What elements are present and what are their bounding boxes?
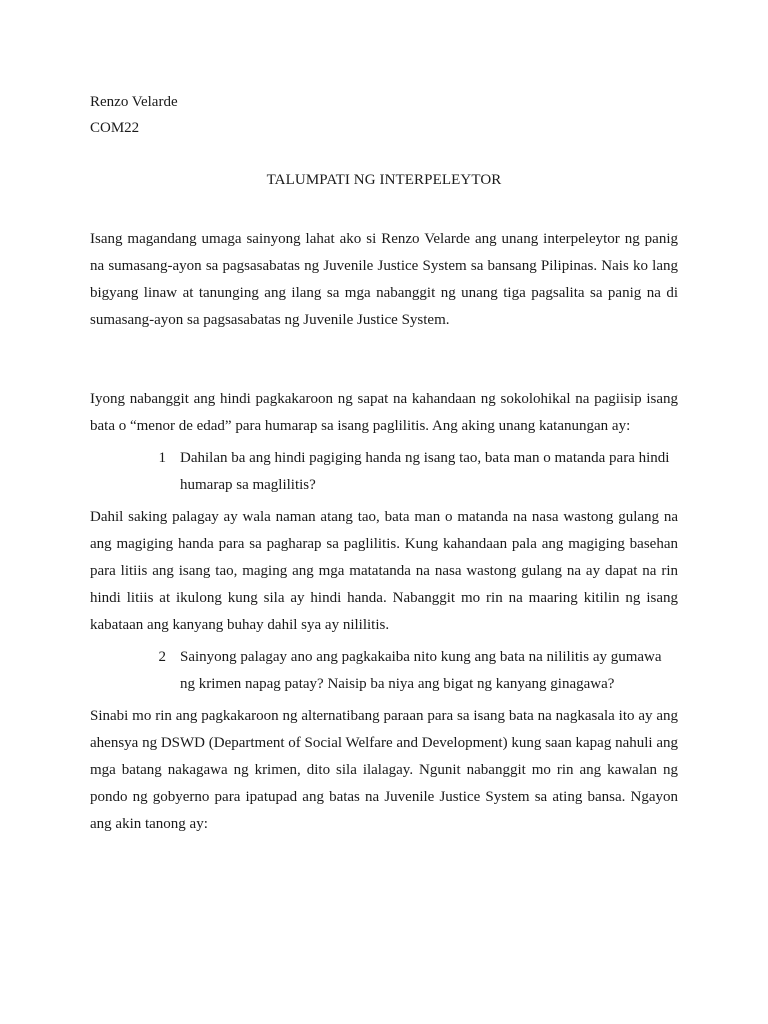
paragraph-first-point: Iyong nabanggit ang hindi pagkakaroon ng sapat na kahandaan ng sokolohikal na pagiisip isang bata o “menor de edad” para humarap sa isang paglilitis. Ang aking unang katanungan ay: — [90, 391, 678, 434]
document-title: TALUMPATI NG INTERPELEYTOR — [266, 172, 502, 188]
question-item — [90, 644, 678, 698]
question-text: Sainyong palagay ano ang pagkakaiba nito kung ang bata na nililitis ay gumawa ng krimen napag patay? Naisip ba niya ang bigat ng kanyang ginagawa? — [180, 649, 662, 692]
course-code: COM22 — [90, 120, 140, 136]
paragraph-dswd: Sinabi mo rin ang pagkakaroon ng alternatibang paraan para sa isang bata na nagkasala ito ay ang ahensya ng DSWD (Department of Social Welfare and Development) kung saan kapag nahuli ang mga batang nakagawa ng krimen, dito sila ilalagay. Ngunit nabanggit mo rin ang kawalan ng pondo ng gobyerno para ipatupad ang batas na Juvenile Justice System sa ating bansa. Ngayon ang akin tanong ay: — [90, 708, 678, 832]
author-name: Renzo Velarde — [90, 94, 178, 110]
question-text: Dahilan ba ang hindi pagiging handa ng isang tao, bata man o matanda para hindi humarap sa maglilitis? — [180, 450, 670, 493]
question-number: 2 — [158, 649, 166, 665]
paragraph-intro: Isang magandang umaga sainyong lahat ako si Renzo Velarde ang unang interpeleytor ng panig na sumasang-ayon sa pagsasabatas ng Juvenile Justice System sa bansang Pilipinas. Nais ko lang bigyang linaw at tanunging ang ilang sa mga nabanggit ng unang tiga pagsalita sa panig na di sumasang-ayon sa pagsasabatas ng Juvenile Justice System. — [90, 231, 678, 328]
question-item — [90, 445, 678, 499]
question-number: 1 — [158, 450, 166, 466]
paragraph-response: Dahil saking palagay ay wala naman atang tao, bata man o matanda na nasa wastong gulang na ang magiging handa para sa pagharap sa paglilitis. Kung kahandaan pala ang magiging basehan para litiis ang isang tao, maging ang mga matatanda na nasa wastong gulang na ay dapat na rin hindi litiis at ikulong kung sila ay hindi handa. Nabanggit mo rin na maaring kitilin ng isang kabataan ang kanyang buhay dahil sya ay nililitis. — [90, 509, 678, 633]
